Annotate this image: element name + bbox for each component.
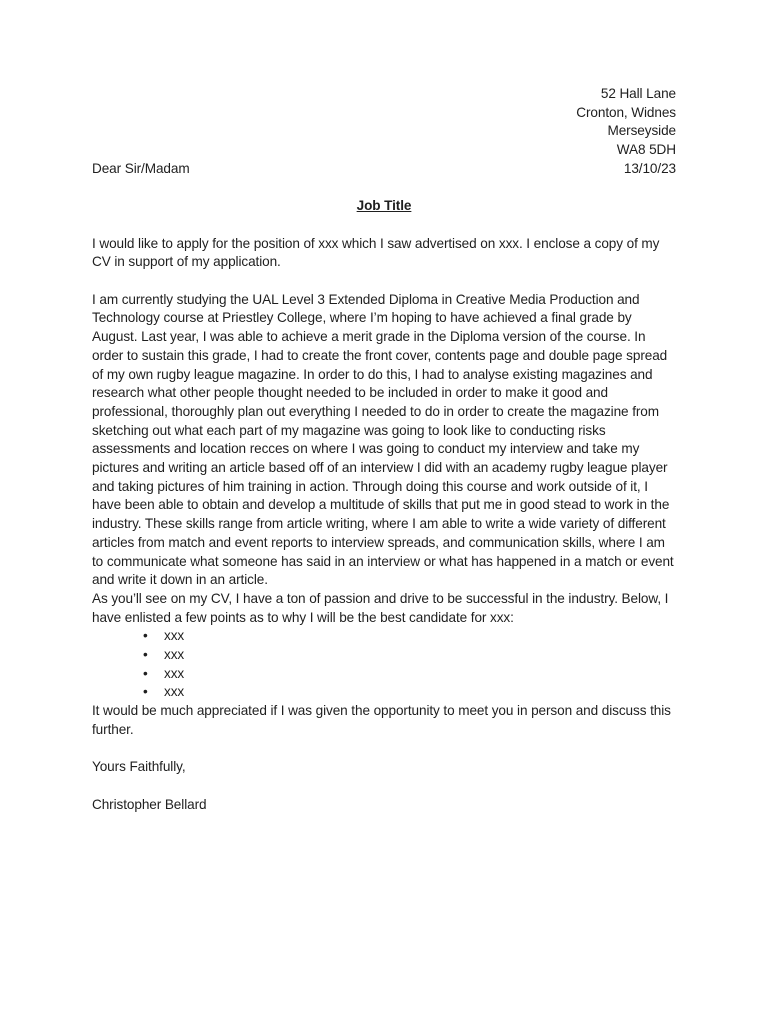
body-paragraph: As you’ll see on my CV, I have a ton of passion and drive to be successful in the industry. Below, I have enlisted a few points as to why I will be the best candidate for xxx:	[92, 590, 669, 625]
letter-date: 13/10/23	[623, 160, 676, 176]
sender-address-block	[92, 85, 676, 160]
valediction: Yours Faithfully,	[92, 759, 186, 775]
sender-address-line: 52 Hall Lane	[600, 86, 676, 101]
sender-address-line: Cronton, Widnes	[576, 104, 676, 120]
bullet-item: • xxx	[92, 627, 676, 646]
body-paragraph: I would like to apply for the position of xxx which I saw advertised on xxx. I enclose a copy of my CV in support of my application.	[92, 235, 660, 270]
signature-name: Christopher Bellard	[92, 796, 207, 812]
body-paragraph: It would be much appreciated if I was given the opportunity to meet you in person and discuss this further.	[92, 703, 671, 737]
sender-address-line: WA8 5DH	[616, 142, 676, 158]
bullet-list	[92, 627, 676, 702]
body-paragraph: I am currently studying the UAL Level 3 Extended Diploma in Creative Media Production and Technology course at Priestley College, where I’m hoping to have achieved a final grade by August. Last year, I was able to achieve a merit grade in the Diploma version of the course. In order to sustain this grade, I had to create the front cover, contents page and double page spread of my own rugby league magazine. In order to do this, I had to analyse existing magazines and research what other people thought needed to be included in order to make it good and professional, thoroughly plan out everything I needed to do in order to create the magazine from sketching out what each part of my magazine was going to look like to conducting risks assessments and location recces on where I was going to conduct my interview and take my pictures and writing an article based off of an interview I did with an academy rugby league player and taking pictures of him training in action. Through doing this course and work outside of it, I have been able to obtain and develop a multitude of skills that put me in good stead to work in the industry. These skills range from article writing, where I am able to write a wide variety of different articles from match and event reports to interview spreads, and communication skills, where I am to communicate what someone has said in an interview or what has happened in a match or event and write it down in an article.	[92, 291, 674, 588]
letter-subject-title: Job Title	[356, 198, 412, 214]
letter-body	[92, 235, 676, 740]
sender-address-line: Merseyside	[607, 123, 676, 139]
bullet-item: • xxx	[92, 646, 676, 665]
bullet-item: • xxx	[92, 683, 676, 702]
salutation-row	[92, 160, 676, 179]
salutation: Dear Sir/Madam	[92, 160, 190, 176]
bullet-item: • xxx	[92, 665, 676, 684]
